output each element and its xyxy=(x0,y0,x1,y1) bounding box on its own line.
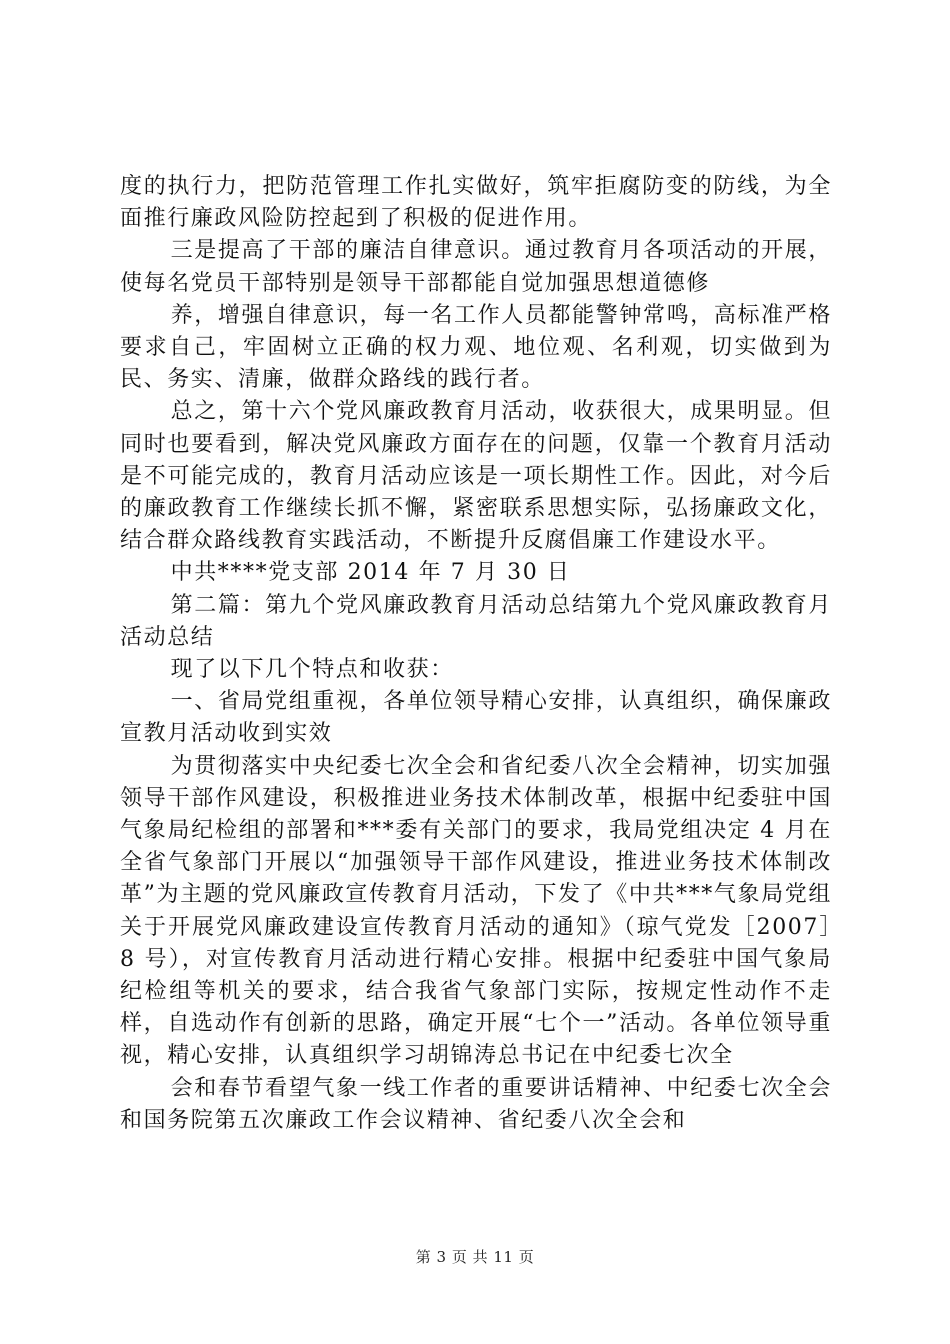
paragraph: 养，增强自律意识，每一名工作人员都能警钟常鸣，高标准严格要求自己，牢固树立正确的权力观、地位观、名利观，切实做到为民、务实、清廉，做群众路线的践行者。 xyxy=(120,302,832,393)
section-heading: 第二篇：第九个党风廉政教育月活动总结第九个党风廉政教育月活动总结 xyxy=(120,592,832,650)
paragraph: 总之，第十六个党风廉政教育月活动，收获很大，成果明显。但同时也要看到，解决党风廉政方面存在的问题，仅靠一个教育月活动是不可能完成的，教育月活动应该是一项长期性工作。因此，对今后的廉政教育工作继续长抓不懈，紧密联系思想实际，弘扬廉政文化，结合群众路线教育实践活动，不断提升反腐倡廉工作建设水平。 xyxy=(120,399,832,554)
paragraph: 度的执行力，把防范管理工作扎实做好，筑牢拒腐防变的防线，为全面推行廉政风险防控起到了积极的促进作用。 xyxy=(120,174,832,232)
paragraph: 三是提高了干部的廉洁自律意识。通过教育月各项活动的开展，使每名党员干部特别是领导干部都能自觉加强思想道德修 xyxy=(120,238,832,296)
paragraph: 现了以下几个特点和收获： xyxy=(170,657,454,683)
document-body xyxy=(120,171,832,1137)
page-footer: 第 3 页 共 11 页 xyxy=(415,1248,535,1266)
signature-date-line: 中共****党支部 2014 年 7 月 30 日 xyxy=(170,560,571,586)
paragraph: 会和春节看望气象一线工作者的重要讲话精神、中纪委七次全会和国务院第五次廉政工作会议精神、省纪委八次全会和 xyxy=(120,1075,832,1133)
paragraph: 为贯彻落实中央纪委七次全会和省纪委八次全会精神，切实加强领导干部作风建设，积极推进业务技术体制改革，根据中纪委驻中国气象局纪检组的部署和***委有关部门的要求，我局党组决定 4 月在全省气象部门开展以“加强领导干部作风建设，推进业务技术体制改革”为主题的党风廉政宣传教育月活动，下发了《中共***气象局党组关于开展党风廉政建设宣传教育月活动的通知》（琼气党发［2007］8 号），对宣传教育月活动进行精心安排。根据中纪委驻中国气象局纪检组等机关的要求，结合我省气象部门实际，按规定性动作不走样，自选动作有创新的思路，确定开展“七个一”活动。各单位领导重视，精心安排，认真组织学习胡锦涛总书记在中纪委七次全 xyxy=(120,753,832,1069)
paragraph: 一、省局党组重视，各单位领导精心安排，认真组织，确保廉政宣教月活动收到实效 xyxy=(120,689,832,747)
